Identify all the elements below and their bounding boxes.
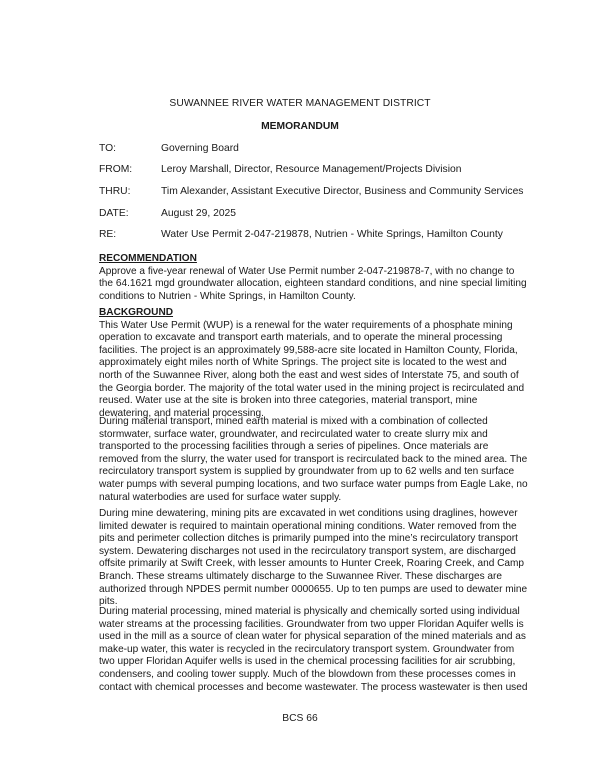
date-value: August 29, 2025 xyxy=(161,208,236,219)
text-line: offsite primarily at Swift Creek, with lesser amounts to Hunter Creek, Roaring Creek, and Camp xyxy=(99,558,525,570)
text-line: conditions to Nutrien - White Springs, in Hamilton County. xyxy=(99,290,356,302)
text-line: the Georgia border. The majority of the total water used in the mining project is recirculated and xyxy=(99,382,525,394)
document-type-title: MEMORANDUM xyxy=(261,121,339,132)
from-row xyxy=(99,164,461,175)
recommendation-section xyxy=(99,253,529,303)
to-value: Governing Board xyxy=(161,143,239,154)
organization-name: SUWANNEE RIVER WATER MANAGEMENT DISTRICT xyxy=(169,98,431,109)
re-row xyxy=(99,229,503,240)
text-line: pits. xyxy=(99,596,118,608)
text-line: make-up water, this water is recycled in the recirculatory transport system. Groundwater from xyxy=(99,643,515,655)
text-line: approximately eight miles north of White Springs. The project site is located to the west and xyxy=(99,357,507,369)
text-line: contact with chemical processes and become wastewater. The process wastewater is then used xyxy=(99,681,528,693)
thru-label: THRU: xyxy=(99,186,131,197)
text-line: Approve a five-year renewal of Water Use Permit number 2-047-219878-7, with no change to xyxy=(99,265,515,277)
text-line: two upper Floridan Aquifer wells is used in the chemical processing facilities for air scrubbing, xyxy=(99,656,516,668)
text-line: operation to excavate and transport earth materials, and to operate the mineral processing xyxy=(99,332,503,344)
background-paragraph-4 xyxy=(99,606,529,694)
text-line: This Water Use Permit (WUP) is a renewal for the water requirements of a phosphate mining xyxy=(99,319,513,331)
thru-value: Tim Alexander, Assistant Executive Director, Business and Community Services xyxy=(161,186,524,197)
text-line: the 64.1621 mgd groundwater allocation, eighteen standard conditions, and nine special limiting xyxy=(99,278,527,290)
text-line: transported to the processing facilities through a series of pipelines. Once materials are xyxy=(99,441,489,453)
background-paragraph-2 xyxy=(99,416,529,504)
text-line: system. Dewatering discharges not used in the recirculatory transport system, are discharged xyxy=(99,545,516,557)
text-line: During mine dewatering, mining pits are excavated in wet conditions using draglines, however xyxy=(99,508,518,519)
to-row xyxy=(99,143,239,154)
text-line: dewatering, and material processing. xyxy=(99,407,264,419)
text-line: During material processing, mined material is physically and chemically sorted using individual xyxy=(99,606,520,617)
date-row xyxy=(99,208,236,219)
text-line: pits and perimeter collection ditches is primarily pumped into the mine’s recirculatory transport xyxy=(99,533,518,545)
background-paragraph-1 xyxy=(99,320,529,421)
re-value: Water Use Permit 2-047-219878, Nutrien - White Springs, Hamilton County xyxy=(161,229,503,240)
background-heading: BACKGROUND xyxy=(99,307,174,318)
text-line: water pumps with several pumping locations, and two surface water pumps from Eagle Lake, no xyxy=(99,478,528,490)
text-line: natural waterbodies are used for surface water supply. xyxy=(99,491,342,503)
recommendation-heading: RECOMMENDATION xyxy=(99,253,197,264)
text-line: recirculatory transport system is supplied by groundwater from up to 62 wells and ten surface xyxy=(99,466,515,478)
text-line: removed from the slurry, the water used for transport is recirculated back to the mined area. The xyxy=(99,453,528,465)
date-label: DATE: xyxy=(99,208,129,219)
from-label: FROM: xyxy=(99,164,133,175)
text-line: limited dewater is required to maintain operational mining conditions. Water removed from the xyxy=(99,520,517,532)
text-line: authorized through NPDES permit number 0000655. Up to ten pumps are used to dewater mine xyxy=(99,583,528,595)
thru-row xyxy=(99,186,523,197)
background-section xyxy=(99,307,529,420)
text-line: north of the Suwannee River, along both the east and west sides of Interstate 75, and south of xyxy=(99,369,519,381)
text-line: used in the mill as a source of clean water for physical separation of the mined materials and as xyxy=(99,631,526,643)
recommendation-text xyxy=(99,266,529,304)
page-number-label: BCS 66 xyxy=(282,713,318,724)
to-label: TO: xyxy=(99,143,116,154)
text-line: water streams at the processing facilities. Groundwater from two upper Floridan Aquifer wells is xyxy=(99,618,524,630)
background-paragraph-3 xyxy=(99,508,529,609)
from-value: Leroy Marshall, Director, Resource Management/Projects Division xyxy=(161,164,462,175)
text-line: reused. Water use at the site is broken into three categories, material transport, mine xyxy=(99,395,478,407)
text-line: facilities. The project is an approximately 99,588-acre site located in Hamilton County, Florida, xyxy=(99,344,518,356)
text-line: stormwater, surface water, groundwater, and recirculated water to create slurry mix and xyxy=(99,428,488,440)
text-line: Branch. These streams ultimately discharge to the Suwannee River. These discharges are xyxy=(99,570,503,582)
text-line: condensers, and cooling tower supply. Much of the blowdown from these processes comes in xyxy=(99,668,516,680)
re-label: RE: xyxy=(99,229,117,240)
text-line: During material transport, mined earth material is mixed with a combination of collected xyxy=(99,416,488,427)
